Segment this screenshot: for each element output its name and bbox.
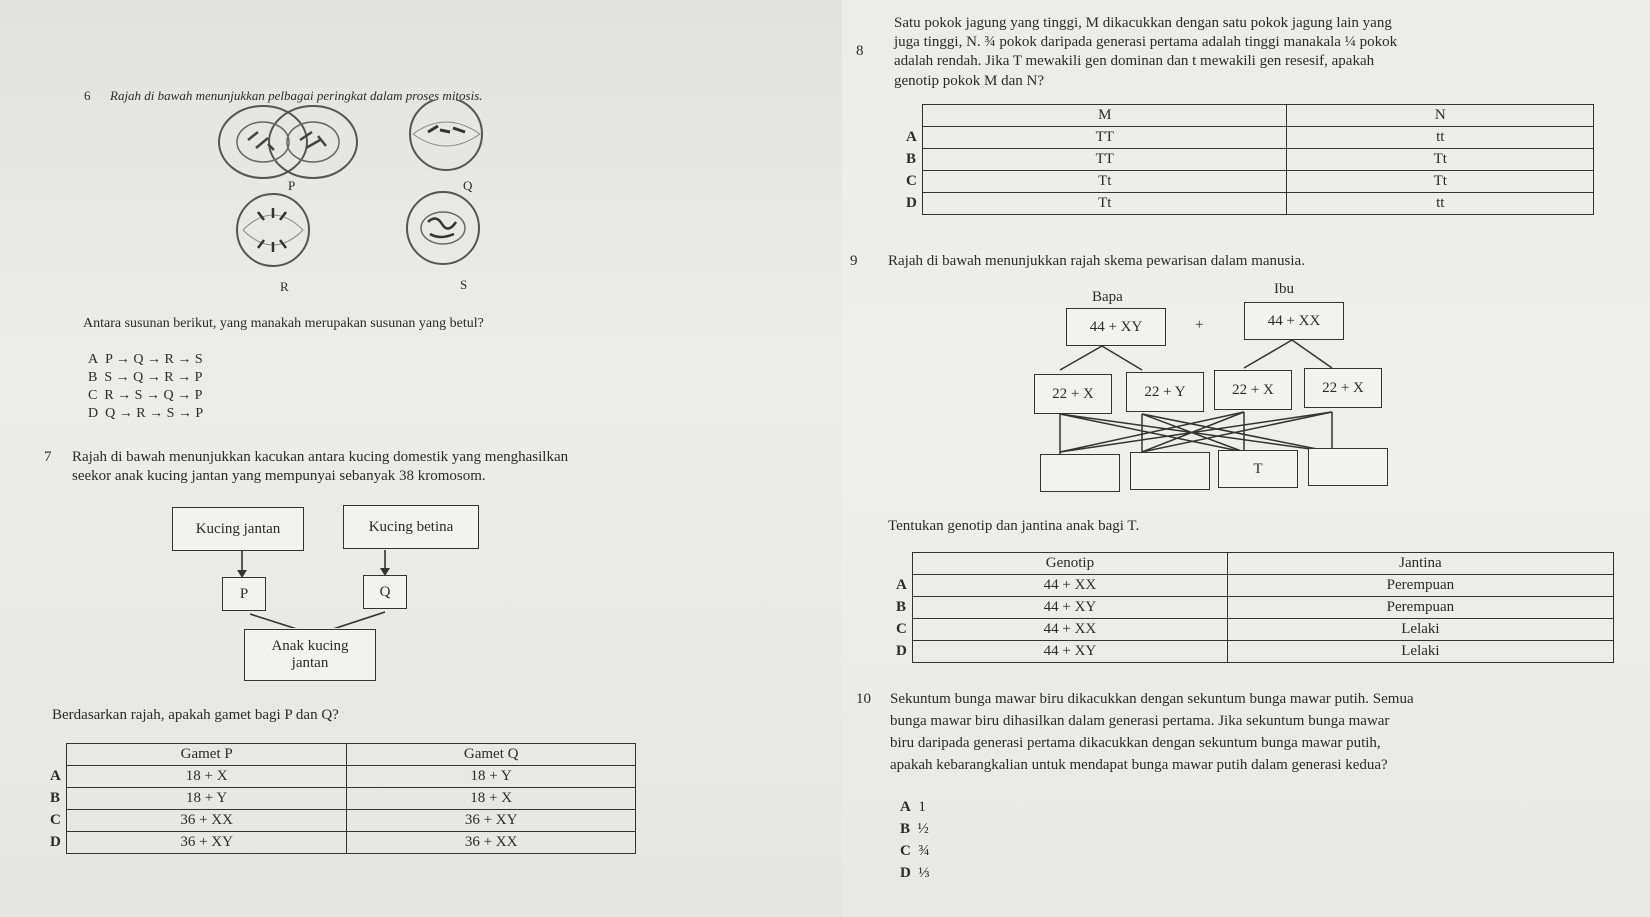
table-header: Genotip bbox=[913, 553, 1228, 575]
mother-karyotype: 44 + XX bbox=[1244, 302, 1344, 340]
q7-stem-line2: seekor anak kucing jantan yang mempunyai sebanyak 38 kromosom. bbox=[72, 468, 486, 484]
q9-answer-table bbox=[894, 552, 1614, 663]
q8-line1: Satu pokok jagung yang tinggi, M dikacukkan dengan satu pokok jagung lain yang bbox=[894, 15, 1392, 31]
q9-option-a[interactable]: A 44 + XX Perempuan bbox=[894, 575, 1614, 597]
q7-stem-line1: Rajah di bawah menunjukkan kacukan antara kucing domestik yang menghasilkan bbox=[72, 449, 569, 465]
q8-number: 8 bbox=[856, 43, 864, 59]
table-header: Gamet Q bbox=[347, 744, 636, 766]
gamete-box-3: 22 + X bbox=[1214, 370, 1292, 410]
q8-line4: genotip pokok M dan N? bbox=[894, 73, 1044, 89]
q9-prompt: Tentukan genotip dan jantina anak bagi T. bbox=[888, 518, 1140, 534]
q8-line3: adalah rendah. Jika T mewakili gen dominan dan t mewakili gen resesif, apakah bbox=[894, 53, 1375, 69]
stage-label-s: S bbox=[460, 277, 468, 292]
q10-number: 10 bbox=[856, 691, 871, 707]
q6-option-d[interactable]: D Q → R → S → P bbox=[88, 406, 204, 421]
q6-option-b[interactable]: B S → Q → R → P bbox=[88, 370, 203, 385]
q8-line2: juga tinggi, N. ¾ pokok daripada generasi pertama adalah tinggi manakala ¼ pokok bbox=[894, 34, 1398, 50]
q8-option-d[interactable]: D Tt tt bbox=[904, 193, 1594, 215]
offspring-box-2 bbox=[1130, 452, 1210, 490]
q8-option-a[interactable]: A TT tt bbox=[904, 127, 1594, 149]
right-page bbox=[842, 0, 1650, 917]
male-cat-box: Kucing jantan bbox=[172, 507, 304, 551]
q10-line1: Sekuntum bunga mawar biru dikacukkan dengan sekuntum bunga mawar putih. Semua bbox=[890, 691, 1414, 707]
q10-option-d[interactable]: D ⅓ bbox=[900, 865, 930, 881]
stage-label-r: R bbox=[280, 279, 289, 294]
q10-option-b[interactable]: B ½ bbox=[900, 821, 929, 837]
plus-sign: + bbox=[1195, 317, 1204, 333]
table-header-row bbox=[894, 553, 1614, 575]
q9-option-d[interactable]: D 44 + XY Lelaki bbox=[894, 641, 1614, 663]
offspring-box-t: T bbox=[1218, 450, 1298, 488]
q7-option-d[interactable]: D 36 + XY 36 + XX bbox=[48, 832, 636, 854]
stage-s-cell bbox=[407, 192, 479, 264]
gamete-box-2: 22 + Y bbox=[1126, 372, 1204, 412]
q8-option-c[interactable]: C Tt Tt bbox=[904, 171, 1594, 193]
table-header-row bbox=[48, 744, 636, 766]
table-header: M bbox=[923, 105, 1287, 127]
q9-stem: Rajah di bawah menunjukkan rajah skema pewarisan dalam manusia. bbox=[888, 253, 1305, 269]
q7-prompt: Berdasarkan rajah, apakah gamet bagi P dan Q? bbox=[52, 707, 339, 723]
gamete-box-4: 22 + X bbox=[1304, 368, 1382, 408]
q6-prompt: Antara susunan berikut, yang manakah merupakan susunan yang betul? bbox=[83, 316, 484, 331]
gamete-q-box: Q bbox=[363, 575, 407, 609]
table-header: N bbox=[1287, 105, 1594, 127]
q7-number: 7 bbox=[44, 449, 52, 465]
offspring-box: Anak kucing jantan bbox=[244, 629, 376, 681]
stage-p-cell bbox=[219, 106, 357, 178]
stage-q-cell bbox=[410, 100, 482, 170]
q9-option-c[interactable]: C 44 + XX Lelaki bbox=[894, 619, 1614, 641]
stage-label-p: P bbox=[288, 178, 296, 193]
offspring-box-1 bbox=[1040, 454, 1120, 492]
stage-label-q: Q bbox=[463, 178, 473, 193]
mother-label: Ibu bbox=[1274, 281, 1294, 297]
q9-option-b[interactable]: B 44 + XY Perempuan bbox=[894, 597, 1614, 619]
stage-r-cell bbox=[237, 194, 309, 266]
q10-line3: biru daripada generasi pertama dikacukkan dengan sekuntum bunga mawar putih, bbox=[890, 735, 1381, 751]
gamete-box-1: 22 + X bbox=[1034, 374, 1112, 414]
q10-line2: bunga mawar biru dihasilkan dalam generasi pertama. Jika sekuntum bunga mawar bbox=[890, 713, 1390, 729]
q10-line4: apakah kebarangkalian untuk mendapat bunga mawar putih dalam generasi kedua? bbox=[890, 757, 1388, 773]
q6-stem: Rajah di bawah menunjukkan pelbagai peringkat dalam proses mitosis. bbox=[110, 88, 483, 103]
q7-answer-table bbox=[48, 743, 636, 854]
gamete-p-box: P bbox=[222, 577, 266, 611]
q8-answer-table bbox=[904, 104, 1594, 215]
offspring-box-4 bbox=[1308, 448, 1388, 486]
q10-option-c[interactable]: C ¾ bbox=[900, 843, 930, 859]
q6-number: 6 bbox=[84, 88, 91, 103]
q7-option-b[interactable]: B 18 + Y 18 + X bbox=[48, 788, 636, 810]
father-karyotype: 44 + XY bbox=[1066, 308, 1166, 346]
q6-option-c[interactable]: C R → S → Q → P bbox=[88, 388, 203, 403]
q6-option-a[interactable]: A P → Q → R → S bbox=[88, 352, 203, 367]
table-header: Jantina bbox=[1227, 553, 1613, 575]
q7-option-a[interactable]: A 18 + X 18 + Y bbox=[48, 766, 636, 788]
table-header: Gamet P bbox=[67, 744, 347, 766]
mitosis-stages-illustration bbox=[218, 100, 498, 290]
table-header-row bbox=[904, 105, 1594, 127]
father-label: Bapa bbox=[1092, 289, 1123, 305]
q10-option-a[interactable]: A 1 bbox=[900, 799, 926, 815]
q8-option-b[interactable]: B TT Tt bbox=[904, 149, 1594, 171]
q9-number: 9 bbox=[850, 253, 858, 269]
q7-option-c[interactable]: C 36 + XX 36 + XY bbox=[48, 810, 636, 832]
female-cat-box: Kucing betina bbox=[343, 505, 479, 549]
